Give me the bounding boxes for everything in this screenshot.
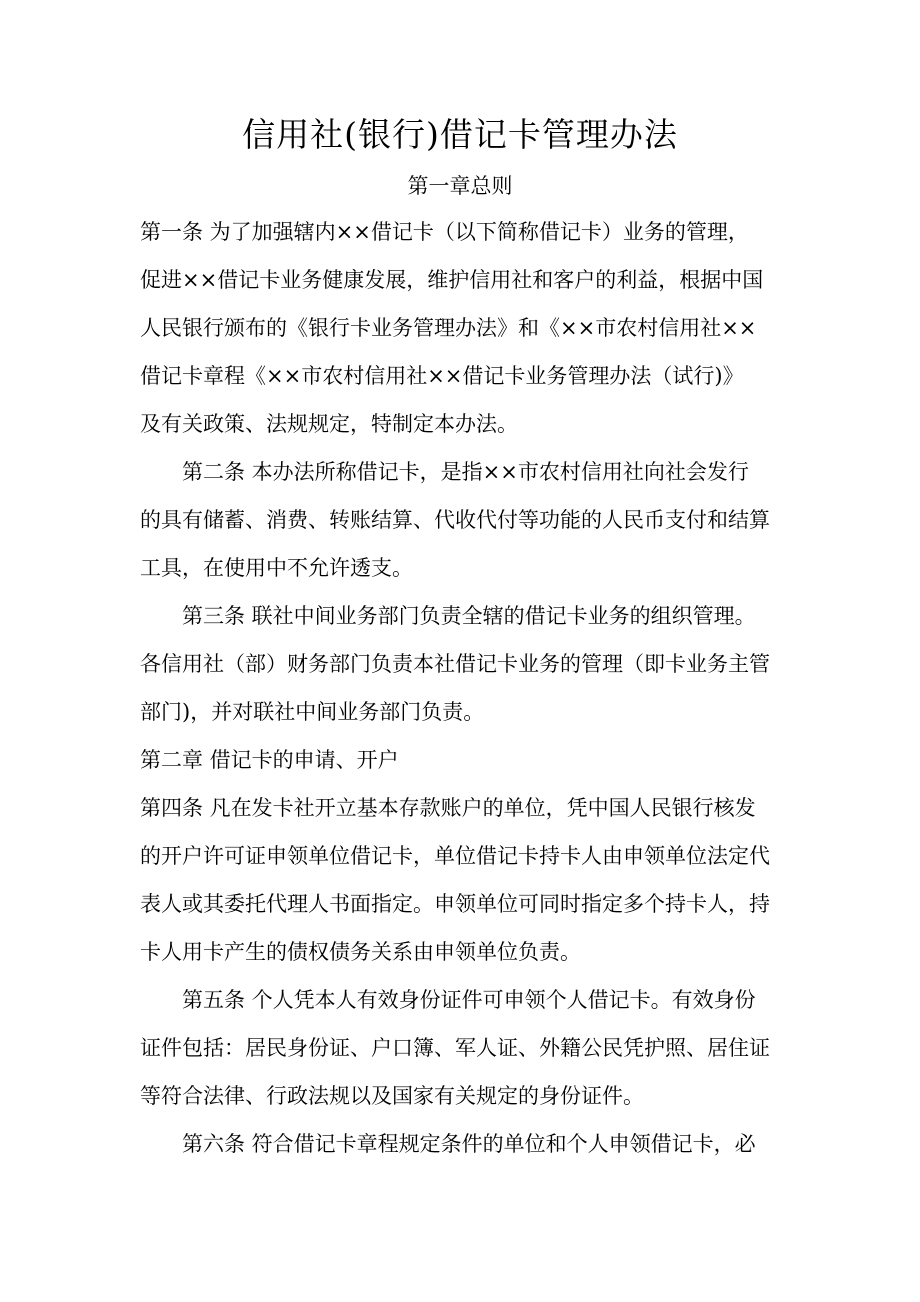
article-3-line-3: 部门)，并对联社中间业务部门负责。 (140, 700, 485, 724)
article-4-line-3: 表人或其委托代理人书面指定。申领单位可同时指定多个持卡人，持 (140, 892, 770, 916)
article-1-line-5: 及有关政策、法规规定，特制定本办法。 (140, 412, 518, 436)
article-4-line-4: 卡人用卡产生的债权债务关系由申领单位负责。 (140, 940, 581, 964)
article-2-line-1: 第二条 本办法所称借记卡，是指××市农村信用社向社会发行 (182, 460, 749, 484)
article-1-line-4: 借记卡章程《××市农村信用社××借记卡业务管理办法（试行)》 (140, 364, 744, 388)
article-5-line-2: 证件包括：居民身份证、户口簿、军人证、外籍公民凭护照、居住证 (140, 1036, 770, 1060)
article-5-line-3: 等符合法律、行政法规以及国家有关规定的身份证件。 (140, 1084, 644, 1108)
article-2-line-3: 工具，在使用中不允许透支。 (140, 556, 413, 580)
article-1-line-3: 人民银行颁布的《银行卡业务管理办法》和《××市农村信用社×× (140, 316, 757, 340)
article-6-line-1: 第六条 符合借记卡章程规定条件的单位和个人申领借记卡，必 (182, 1132, 756, 1156)
document-title: 信用社(银行)借记卡管理办法 (242, 115, 678, 154)
article-1-line-2: 促进××借记卡业务健康发展，维护信用社和客户的利益，根据中国 (140, 268, 764, 292)
chapter-2-heading: 第二章 借记卡的申请、开户 (140, 748, 399, 772)
article-2-line-2: 的具有储蓄、消费、转账结算、代收代付等功能的人民币支付和结算 (140, 508, 770, 532)
article-3-line-1: 第三条 联社中间业务部门负责全辖的借记卡业务的组织管理。 (182, 604, 756, 628)
article-5-line-1: 第五条 个人凭本人有效身份证件可申领个人借记卡。有效身份 (182, 988, 756, 1012)
chapter-1-heading: 第一章总则 (407, 174, 513, 198)
article-3-line-2: 各信用社（部）财务部门负责本社借记卡业务的管理（即卡业务主管 (140, 652, 770, 676)
article-1-line-1: 第一条 为了加强辖内××借记卡（以下简称借记卡）业务的管理， (140, 220, 749, 244)
article-4-line-1: 第四条 凡在发卡社开立基本存款账户的单位，凭中国人民银行核发 (140, 796, 756, 820)
article-4-line-2: 的开户许可证申领单位借记卡，单位借记卡持卡人由申领单位法定代 (140, 844, 770, 868)
